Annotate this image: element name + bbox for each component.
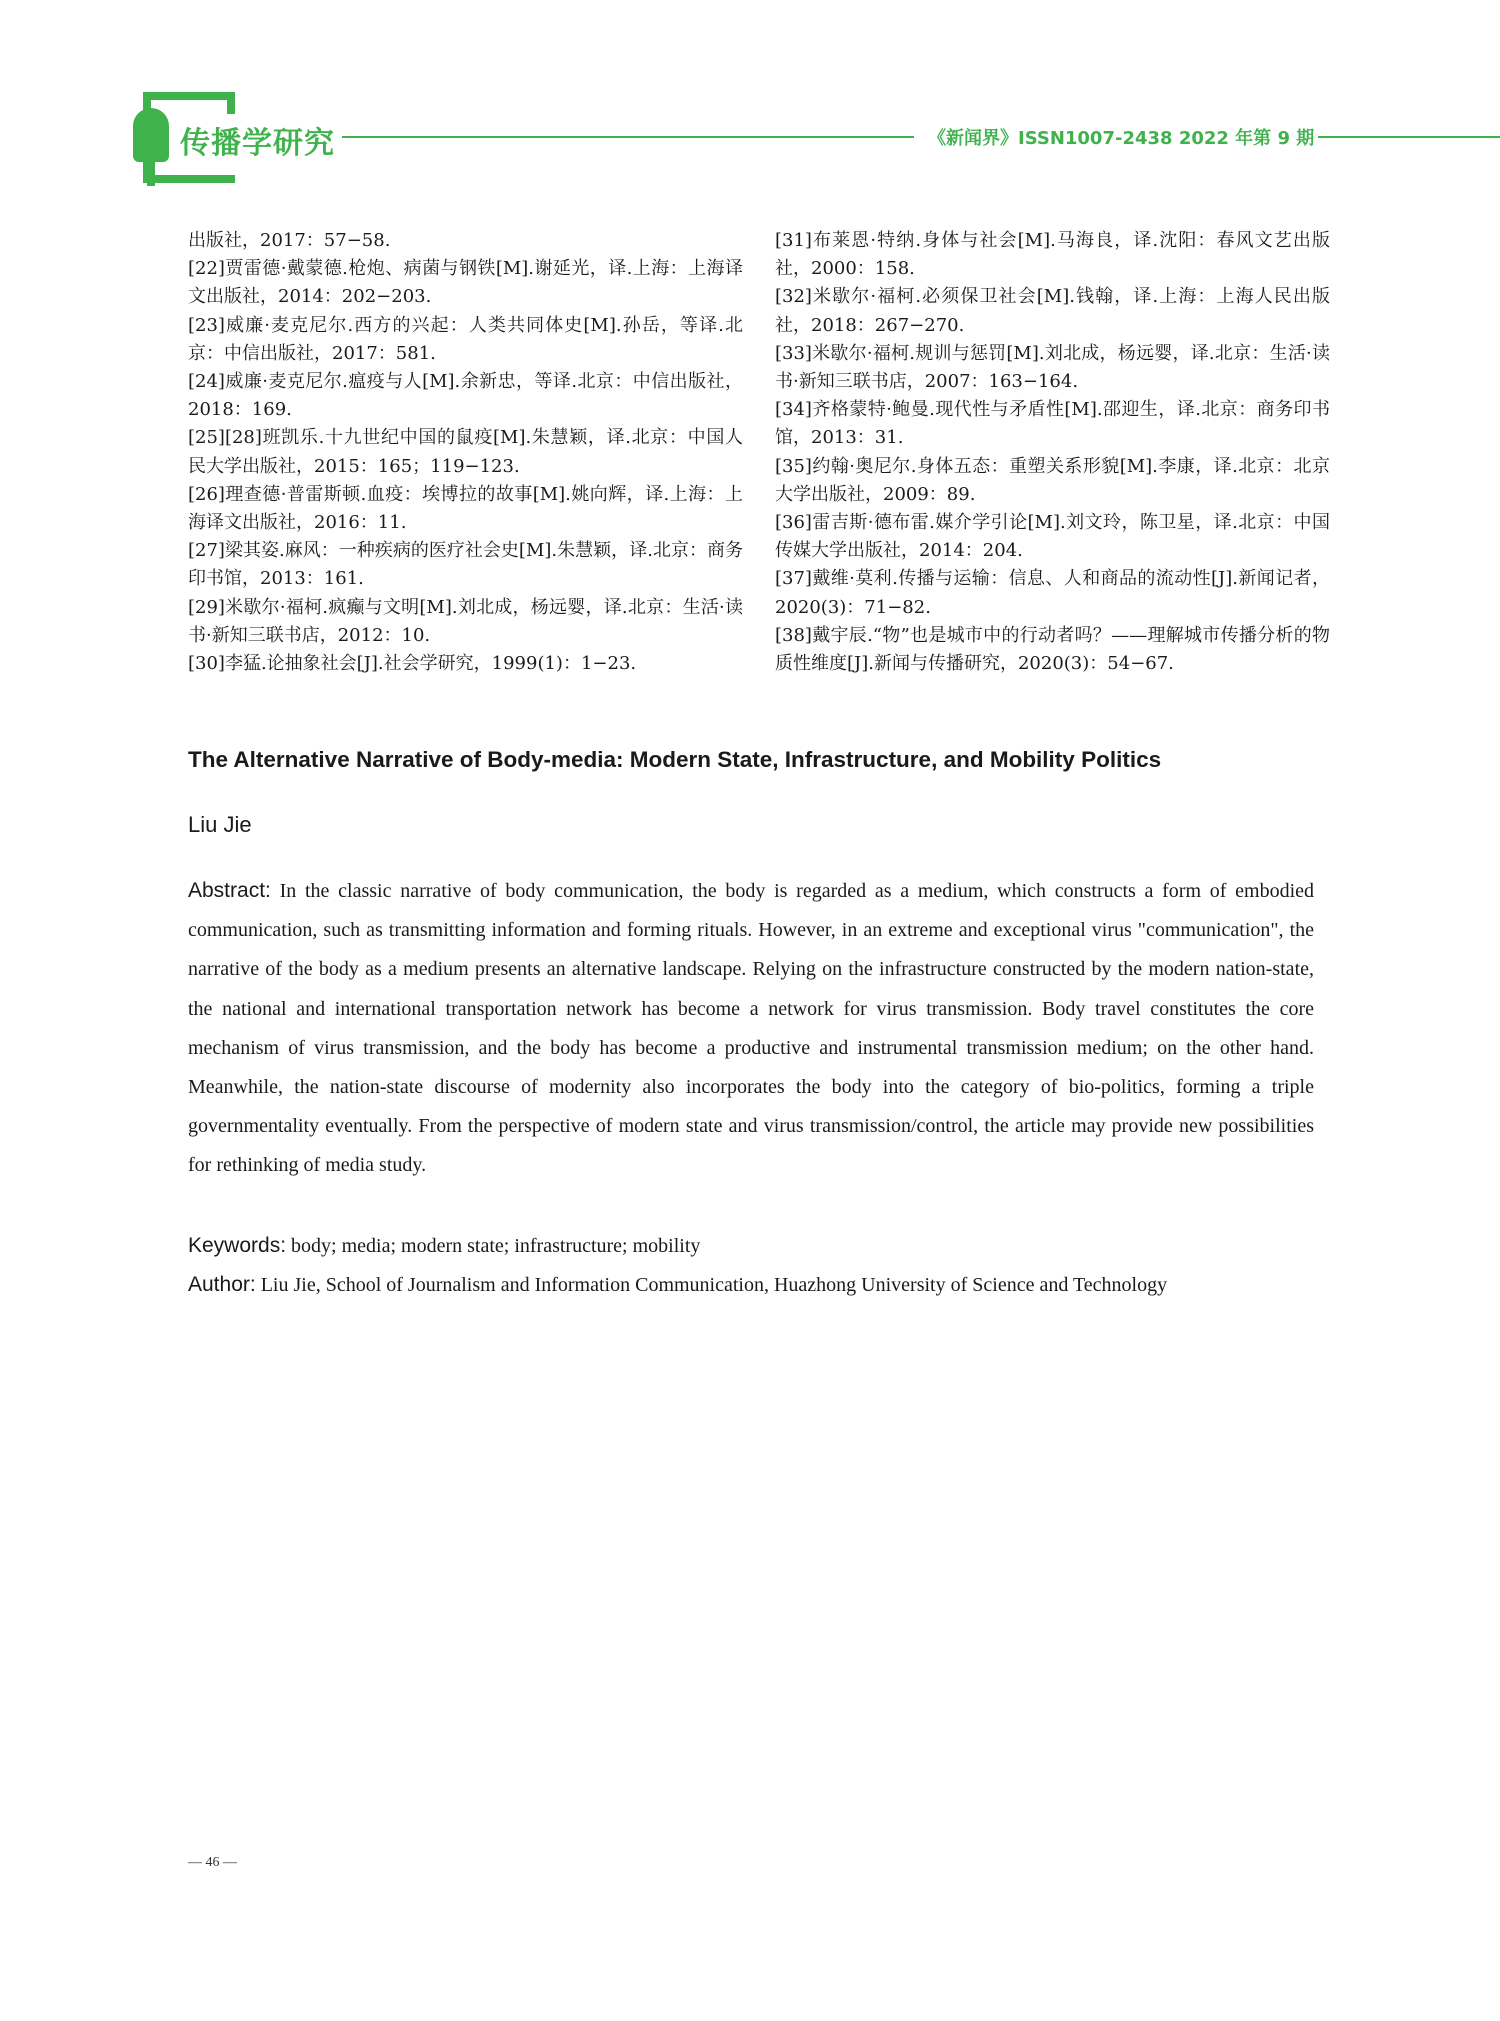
author-text: Liu Jie, School of Journalism and Information Communication, Huazhong University of Science and Technology bbox=[260, 1274, 1168, 1296]
keywords-label: Keywords: bbox=[188, 1234, 287, 1257]
reference-item: [35]约翰·奥尼尔.身体五态：重塑关系形貌[M].李康，译.北京：北京大学出版社，2009：89. bbox=[775, 455, 1330, 505]
references-right-column bbox=[775, 227, 1330, 678]
reference-item: 出版社，2017：57−58. bbox=[188, 230, 391, 251]
reference-item: [37]戴维·莫利.传播与运输：信息、人和商品的流动性[J].新闻记者，2020(3)：71−82. bbox=[775, 568, 1330, 618]
abstract bbox=[188, 871, 1314, 1186]
reference-item: [24]威廉·麦克尼尔.瘟疫与人[M].余新忠，等译.北京：中信出版社，2018：169. bbox=[188, 371, 743, 421]
reference-item: [32]米歇尔·福柯.必须保卫社会[M].钱翰，译.上海：上海人民出版社，2018：267−270. bbox=[775, 286, 1330, 336]
author-affiliation bbox=[188, 1265, 1314, 1305]
abstract-label: Abstract: bbox=[188, 879, 271, 902]
journal-info: 《新闻界》ISSN1007-2438 2022 年第 9 期 bbox=[928, 128, 1315, 149]
page-number: — 46 — bbox=[188, 1855, 237, 1870]
microphone-stand-icon bbox=[147, 160, 155, 186]
reference-item: [25][28]班凯乐.十九世纪中国的鼠疫[M].朱慧颖，译.北京：中国人民大学出版社，2015：165；119−123. bbox=[188, 427, 743, 477]
header-divider-left bbox=[342, 136, 914, 138]
reference-item: [23]威廉·麦克尼尔.西方的兴起：人类共同体史[M].孙岳，等译.北京：中信出版社，2017：581. bbox=[188, 314, 743, 364]
reference-item: [26]理查德·普雷斯顿.血疫：埃博拉的故事[M].姚向辉，译.上海：上海译文出版社，2016：11. bbox=[188, 483, 743, 534]
english-title: The Alternative Narrative of Body-media: Modern State, Infrastructure, and Mobility Politics bbox=[188, 747, 1162, 772]
reference-item: [38]戴宇辰.“物”也是城市中的行动者吗？——理解城市传播分析的物质性维度[J].新闻与传播研究，2020(3)：54−67. bbox=[775, 624, 1330, 675]
reference-item: [27]梁其姿.麻风：一种疾病的医疗社会史[M].朱慧颖，译.北京：商务印书馆，2013：161. bbox=[188, 540, 743, 590]
reference-item: [30]李猛.论抽象社会[J].社会学研究，1999(1)：1−23. bbox=[188, 653, 637, 675]
reference-item: [33]米歇尔·福柯.规训与惩罚[M].刘北成，杨远婴，译.北京：生活·读书·新知三联书店，2007：163−164. bbox=[775, 342, 1330, 393]
reference-item: [34]齐格蒙特·鲍曼.现代性与矛盾性[M].邵迎生，译.北京：商务印书馆，2013：31. bbox=[775, 399, 1330, 449]
reference-item: [36]雷吉斯·德布雷.媒介学引论[M].刘文玲，陈卫星，译.北京：中国传媒大学出版社，2014：204. bbox=[775, 512, 1330, 562]
abstract-text: In the classic narrative of body communication, the body is regarded as a medium, which constructs a form of embodied communication, such as transmitting information and forming rituals. However, in an extreme and exceptional virus "communication", the narrative of the body as a medium presents an alternative landscape. Relying on the infrastructure constructed by the modern nation-state, the national and international transportation network has become a network for virus transmission. Body travel constitutes the core mechanism of virus transmission, and the body has become a productive and instrumental transmission medium; on the other hand. Meanwhile, the nation-state discourse of modernity also incorporates the body into the category of bio-politics, forming a triple governmentality eventually. From the perspective of modern state and virus transmission/control, the article may provide new possibilities for rethinking of media study. bbox=[188, 880, 1315, 1177]
section-title: 传播学研究 bbox=[180, 126, 335, 161]
references-left-column bbox=[188, 227, 743, 678]
reference-item: [22]贾雷德·戴蒙德.枪炮、病菌与钢铁[M].谢延光，译.上海：上海译文出版社，2014：202−203. bbox=[188, 258, 743, 308]
reference-item: [29]米歇尔·福柯.疯癫与文明[M].刘北成，杨远婴，译.北京：生活·读书·新知三联书店，2012：10. bbox=[188, 596, 743, 646]
microphone-icon bbox=[133, 108, 169, 162]
header-divider-right bbox=[1318, 136, 1500, 138]
author-label: Author: bbox=[188, 1273, 256, 1296]
keywords bbox=[188, 1226, 1314, 1266]
reference-item: [31]布莱恩·特纳.身体与社会[M].马海良，译.沈阳：春风文艺出版社，2000：158. bbox=[775, 230, 1330, 280]
keywords-text: body; media; modern state; infrastructure; mobility bbox=[291, 1235, 701, 1257]
english-author: Liu Jie bbox=[188, 812, 252, 837]
